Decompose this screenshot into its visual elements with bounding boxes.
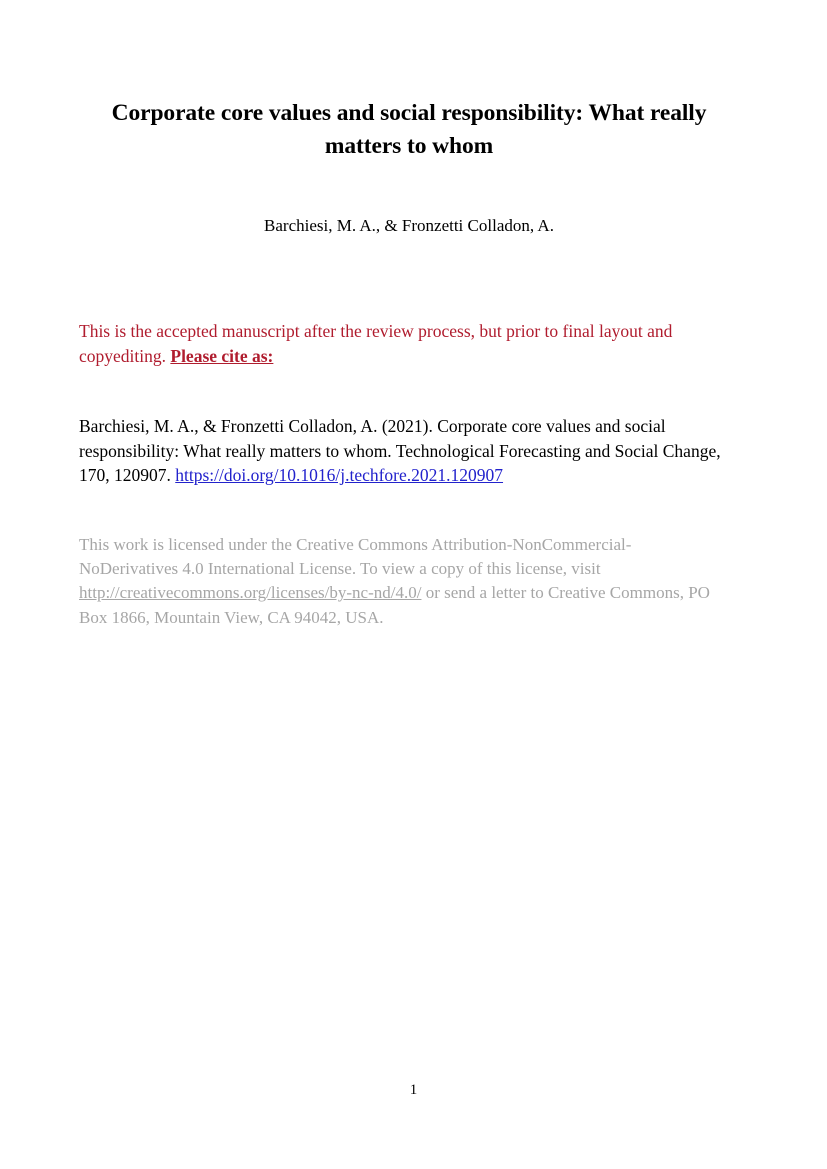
notice-text: This is the accepted manuscript after the review process, but prior to final layout and copyediting. (79, 321, 673, 366)
citation-block (79, 414, 739, 488)
please-cite-as-label: Please cite as: (170, 346, 274, 366)
page-title: Corporate core values and social responsibility: What really matters to whom (111, 100, 707, 159)
accepted-manuscript-notice (79, 319, 744, 369)
license-text-after: or send a letter to Creative Commons, PO Box 1866, Mountain View, CA 94042, USA. (79, 583, 710, 627)
license-block (79, 533, 727, 630)
license-text-before: This work is licensed under the Creative Commons Attribution-NonCommercial-NoDerivatives 4.0 International License. To view a copy of this license, visit (79, 535, 632, 579)
author-list: Barchiesi, M. A., & Fronzetti Colladon, A. (264, 216, 554, 235)
creative-commons-license-link[interactable]: http://creativecommons.org/licenses/by-nc-nd/4.0/ (79, 583, 422, 603)
page-number: 1 (409, 1082, 418, 1098)
doi-link[interactable]: https://doi.org/10.1016/j.techfore.2021.120907 (175, 465, 504, 486)
citation-text: Barchiesi, M. A., & Fronzetti Colladon, A. (2021). Corporate core values and social responsibility: What really matters to whom. Technological Forecasting and Social Change, 170, 120907. (79, 416, 721, 486)
